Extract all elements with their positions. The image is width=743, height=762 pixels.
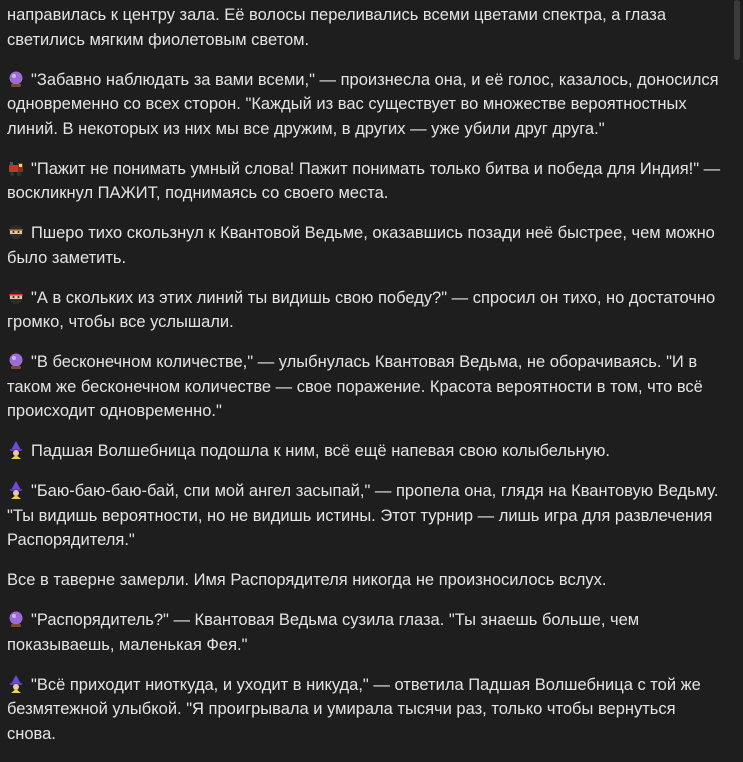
story-paragraph [7,68,723,142]
paragraph-text: "Всё приходит ниоткуда, и уходит в никуда," — ответила Падшая Волшебница с той же безмятежной улыбкой. "Я проигрывала и умирала тысячи раз, только чтобы вернуться снова. [7,675,701,743]
paragraph-text: "Забавно наблюдать за вами всеми," — произнесла она, и её голос, казалось, доносился одновременно со всех сторон. "Каждый из вас существует во множестве вероятностных линий. В некоторых из них мы все дружим, в других — уже убили друг друга." [7,70,719,138]
mage-icon [7,481,25,499]
crystal-ball-icon [7,70,25,88]
crystal-ball-icon [7,352,25,370]
story-paragraph [7,439,723,464]
paragraph-text: Падшая Волшебница подошла к ним, всё ещё напевая свою колыбельную. [31,442,610,460]
paragraph-text: "В бесконечном количестве," — улыбнулась Квантовая Ведьма, не оборачиваясь. "И в таком же бесконечном количестве — свое поражение. Красота вероятности в том, что всё происходит одновременно." [7,353,703,420]
ninja-icon [7,288,25,306]
scrollbar[interactable] [731,0,743,726]
story-paragraph [7,350,723,424]
paragraph-text: "Пажит не понимать умный слова! Пажит понимать только битва и победа для Индия!" — воскликнул ПАЖИТ, поднимаясь со своего места. [7,159,721,202]
story-text [7,3,723,762]
scrollbar-thumb[interactable] [734,0,740,60]
story-paragraph [7,286,723,335]
story-paragraph [7,157,723,206]
locomotive-icon [7,159,25,177]
story-paragraph [7,673,723,747]
paragraph-text: Пшеро тихо скользнул к Квантовой Ведьме, оказавшись позади неё быстрее, чем можно было заметить. [7,224,715,267]
paragraph-text: "Баю-баю-баю-бай, спи мой ангел засыпай," — пропела она, глядя на Квантовую Ведьму. "Ты видишь вероятности, но не видишь истины. Этот турнир — лишь игра для развлечения Распорядителя." [7,482,719,549]
paragraph-text: "Распорядитель?" — Квантовая Ведьма сузила глаза. "Ты знаешь больше, чем показываешь, маленькая Фея." [7,611,640,654]
story-paragraph [7,479,723,553]
ninja-icon [7,223,25,241]
paragraph-text: Все в таверне замерли. Имя Распорядителя никогда не произносилось вслух. [7,571,607,589]
story-paragraph [7,608,723,657]
mage-icon [7,441,25,459]
paragraph-text: "А в скольких из этих линий ты видишь свою победу?" — спросил он тихо, но достаточно громко, чтобы все услышали. [7,288,716,331]
paragraph-text: направилась к центру зала. Её волосы переливались всеми цветами спектра, а глаза светились мягким фиолетовым светом. [7,6,667,49]
mage-icon [7,675,25,693]
story-paragraph [7,221,723,270]
story-paragraph [7,568,723,593]
crystal-ball-icon [7,610,25,628]
story-paragraph [7,3,723,52]
